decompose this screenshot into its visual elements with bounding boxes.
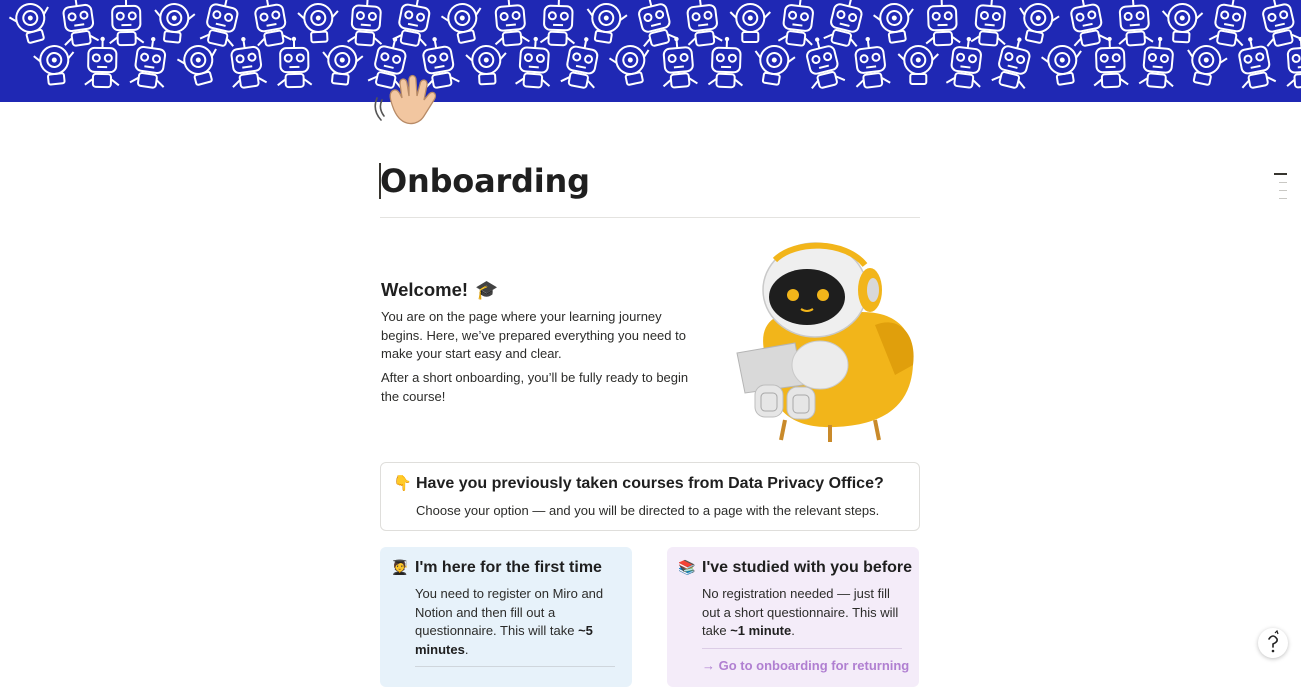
- toc-line[interactable]: [1279, 190, 1287, 191]
- robot-doodle: [823, 0, 868, 48]
- help-question-icon: [1258, 628, 1288, 658]
- first-time-card[interactable]: [380, 547, 632, 687]
- robot-doodle: [872, 1, 917, 45]
- first-time-card-text: [415, 585, 615, 659]
- returning-card-divider: [702, 648, 902, 649]
- waving-hand-icon[interactable]: [374, 70, 442, 130]
- toc-line[interactable]: [1274, 173, 1287, 175]
- returning-duration: ~1 minute: [730, 623, 792, 638]
- graduation-cap-icon: 🎓: [475, 280, 499, 301]
- robot-doodle: [1257, 0, 1301, 48]
- first-time-text-end: .: [464, 641, 469, 657]
- robot-doodle: [730, 4, 770, 42]
- robot-doodle: [152, 2, 196, 44]
- help-button[interactable]: [1258, 628, 1288, 658]
- robot-doodle: [924, 0, 960, 46]
- callout-title: Have you previously taken courses from Data Privacy Office?: [416, 475, 884, 492]
- robot-doodle: [898, 46, 938, 84]
- student-icon: 🧑‍🎓: [391, 559, 409, 575]
- welcome-paragraph-1: You are on the page where your learning journey begins. Here, we’ve prepared everything you need to make your start easy and clear.: [381, 309, 686, 361]
- returning-text-end: .: [791, 623, 795, 638]
- robot-doodle: [58, 0, 99, 47]
- returning-card-text: [702, 585, 902, 641]
- robot-doodle: [1161, 3, 1203, 43]
- toc-line[interactable]: [1279, 182, 1287, 183]
- robot-doodle: [392, 0, 435, 48]
- welcome-heading-text: Welcome!: [381, 279, 469, 300]
- robot-illustration: [725, 235, 925, 445]
- robot-doodle: [175, 41, 223, 88]
- pointing-down-icon: 👇: [393, 475, 412, 492]
- robots-pattern: [0, 0, 1301, 102]
- robot-doodle: [1209, 0, 1251, 48]
- courses-question-callout: [380, 462, 920, 531]
- welcome-heading: [381, 277, 498, 304]
- robot-doodle: [250, 0, 292, 48]
- table-of-contents-indicator[interactable]: [1274, 173, 1287, 206]
- robot-doodle: [1065, 0, 1108, 48]
- robot-doodle: [1040, 43, 1085, 87]
- title-divider: [380, 217, 920, 218]
- returning-card[interactable]: [667, 547, 919, 687]
- robot-doodle: [971, 0, 1009, 46]
- first-time-card-divider: [415, 666, 615, 667]
- page-title[interactable]: Onboarding: [380, 162, 590, 200]
- returning-card-title: I've studied with you before: [702, 559, 913, 576]
- page-cover: [0, 0, 1301, 102]
- robot-doodle: [608, 42, 655, 87]
- robot-doodle: [298, 3, 340, 43]
- first-time-card-title: I'm here for the first time: [415, 559, 602, 576]
- first-time-duration: ~5 minutes: [415, 623, 593, 657]
- robot-doodle: [440, 0, 487, 45]
- returning-onboarding-link[interactable]: → Go to onboarding for returning: [702, 658, 910, 673]
- robot-doodle: [683, 0, 723, 47]
- callout-text: Choose your option — and you will be directed to a page with the relevant steps.: [416, 503, 880, 518]
- robot-doodle: [540, 0, 576, 46]
- robot-doodle: [778, 0, 818, 47]
- robot-doodle: [320, 44, 364, 86]
- robot-doodle: [1182, 42, 1229, 87]
- robot-doodle: [800, 33, 845, 90]
- robot-doodle: [200, 0, 244, 48]
- books-icon: 📚: [678, 559, 696, 575]
- robot-doodle: [1116, 0, 1153, 46]
- toc-line[interactable]: [1279, 198, 1287, 199]
- first-time-text: You need to register on Miro and Notion and then fill out a questionnaire. This will take: [415, 586, 604, 638]
- robot-doodle: [583, 1, 628, 45]
- returning-text: No registration needed — just fill out a short questionnaire. This will take: [702, 586, 899, 638]
- welcome-paragraph-2: After a short onboarding, you’ll be fully ready to begin the course!: [381, 370, 689, 404]
- robot-doodle: [7, 0, 55, 46]
- robot-doodle: [851, 35, 891, 89]
- robot-doodle: [109, 0, 144, 45]
- robot-doodle: [466, 45, 508, 85]
- robot-doodle: [347, 0, 384, 46]
- robot-doodle: [632, 0, 677, 48]
- robot-doodle: [751, 43, 796, 87]
- robot-doodle: [491, 0, 529, 46]
- robot-doodle: [33, 44, 77, 86]
